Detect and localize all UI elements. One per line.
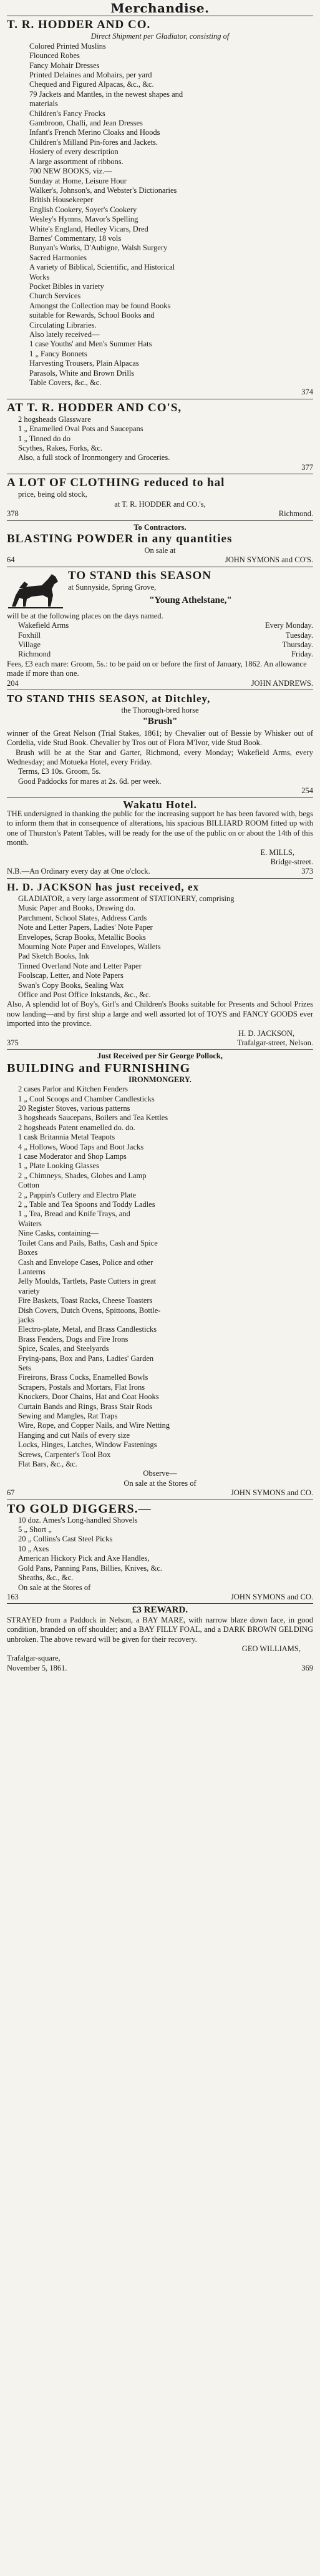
list-item: English Cookery, Soyer's Cookery xyxy=(29,205,137,214)
schedule-row xyxy=(7,621,313,630)
list-item: 1 case Youths' and Men's Summer Hats xyxy=(29,339,152,349)
list-item: Scrapers, Postals and Mortars, Flat Irons xyxy=(18,1382,145,1392)
list-item: 20 Register Stoves, various patterns xyxy=(18,1104,130,1113)
schedule-place: Wakefield Arms xyxy=(18,621,69,630)
list-item: A variety of Biblical, Scientific, and Historical xyxy=(29,263,175,272)
ad-place: Richmond. xyxy=(278,509,313,519)
ad-number: 377 xyxy=(301,462,313,472)
list-item: Lanterns xyxy=(18,1267,46,1276)
list-item: Church Services xyxy=(29,291,81,301)
ad-sign: H. D. JACKSON, xyxy=(238,1028,294,1038)
ad-young-athelstane xyxy=(7,567,313,690)
list-item: Fancy Mohair Dresses xyxy=(29,61,100,70)
list-item: jacks xyxy=(18,1315,34,1324)
list-item: Flat Bars, &c., &c. xyxy=(18,1460,77,1469)
list-item: Spice, Scales, and Steelyards xyxy=(18,1344,109,1354)
ad-gold-diggers xyxy=(7,1500,313,1604)
ad-sign: E. MILLS, xyxy=(260,847,294,857)
ad-observe: Observe— xyxy=(143,1469,177,1478)
ad-clothing xyxy=(7,474,313,520)
list-item: Printed Delaines and Mohairs, per yard xyxy=(29,71,152,80)
list-item: 1 „ Fancy Bonnets xyxy=(29,349,87,358)
ad-owner: JOHN ANDREWS. xyxy=(251,678,313,688)
list-item: Gold Pans, Panning Pans, Billies, Knives, &c. xyxy=(18,1563,162,1573)
ad-body: STRAYED from a Paddock in Nelson, a BAY MARE, with narrow blaze down face, in good condition, branded on off shoulder; and a BAY FILLY FOAL, and a DARK BROWN GELDING unbroken. The above reward will be given for their recovery. xyxy=(7,1615,313,1644)
list-item: 2 hogsheads Patent enamelled do. do. xyxy=(18,1123,135,1132)
list-item: Knockers, Door Chains, Hat and Coat Hooks xyxy=(18,1392,159,1402)
ad-hodder-shipment xyxy=(7,16,313,398)
ad-heading: To Contractors. xyxy=(133,522,187,532)
list-item: Screws, Carpenter's Tool Box xyxy=(18,1450,111,1459)
ad-line: at T. R. HODDER and CO.'s, xyxy=(114,499,206,509)
ad-line: the Thorough-bred horse xyxy=(121,705,199,715)
ad-number: 204 xyxy=(7,678,19,688)
list-item: Note and Letter Papers, Ladies' Note Paper xyxy=(18,923,153,932)
list-item: 2 hogsheads Glassware xyxy=(18,414,91,424)
list-item: Table Covers, &c., &c. xyxy=(29,378,102,388)
list-item: Sewing and Mangles, Rat Traps xyxy=(18,1412,118,1420)
list-item: Cash and Envelope Cases, Police and other xyxy=(18,1257,153,1267)
list-item: Swan's Copy Books, Sealing Wax xyxy=(18,980,124,990)
ad-title: TO STAND this SEASON xyxy=(68,568,211,582)
list-item: Amongst the Collection may be found Books xyxy=(29,301,171,310)
list-item: Parchment, School Slates, Address Cards xyxy=(18,913,147,922)
list-item: 1 „ Tinned do do xyxy=(18,434,71,443)
list-item: Hosiery of every description xyxy=(29,147,119,157)
horse-name: "Brush" xyxy=(142,716,178,727)
ad-number: 369 xyxy=(301,1663,313,1672)
list-item: Music Paper and Books, Drawing do. xyxy=(18,904,135,913)
list-item: Children's Fancy Frocks xyxy=(29,109,105,118)
ad-number: 373 xyxy=(301,867,313,876)
ad-item-list xyxy=(7,1085,313,1469)
ad-subtitle: IRONMONGERY. xyxy=(128,1075,192,1084)
schedule-place: Village xyxy=(18,640,41,649)
ad-body: winner of the Great Nelson (Trial Stakes, 1861; by Chevalier out of Bessie by Whisker out of Cordelia, vide Stud Book. Chevalier by Tros out of Flora M'Ivor, vide Stud Book. xyxy=(7,728,313,748)
ad-seller: JOHN SYMONS and CO. xyxy=(231,1592,313,1601)
list-item: 5 „ Short „ xyxy=(18,1525,52,1534)
list-item: Sacred Harmonies xyxy=(29,253,87,262)
list-item: Pocket Bibles in variety xyxy=(29,281,104,291)
list-item: 2 „ Table and Tea Spoons and Toddy Ladles xyxy=(18,1200,155,1209)
horse-woodcut-icon xyxy=(7,570,64,612)
schedule-row xyxy=(7,631,313,640)
ad-line: will be at the following places on the days named. xyxy=(7,611,163,620)
ad-item-list xyxy=(7,1516,313,1593)
schedule-list xyxy=(7,621,313,660)
list-item: Chequed and Figured Alpacas, &c., &c. xyxy=(29,80,154,89)
list-item: Hanging and cut Nails of every size xyxy=(18,1430,130,1440)
list-item: Pad Sketch Books, Ink xyxy=(18,952,89,961)
list-item: 1 „ Tea, Bread and Knife Trays, and xyxy=(18,1209,130,1219)
ad-pre: Just Received per Sir George Pollock, xyxy=(97,1051,223,1061)
ad-line: price, being old stock, xyxy=(18,490,87,499)
list-item: 10 „ Axes xyxy=(18,1544,49,1553)
ad-fees: Fees, £3 each mare: Groom, 5s.: to be paid on or before the first of January, 1862. An allowance made if more than one. xyxy=(7,659,307,678)
ad-street: Bridge-street. xyxy=(270,857,313,867)
list-item: Flounced Robes xyxy=(29,51,80,61)
list-item: Boxes xyxy=(18,1248,38,1257)
ad-title: T. R. HODDER AND CO. xyxy=(7,18,151,32)
horse-name: "Young Athelstane," xyxy=(149,595,232,606)
section-masthead: Merchandise. xyxy=(110,1,210,16)
list-item: 1 „ Cool Scoops and Chamber Candlesticks xyxy=(18,1094,155,1103)
ad-number: 254 xyxy=(301,786,313,796)
list-item: Mourning Note Paper and Envelopes, Wallets xyxy=(18,942,161,951)
list-item: Wire, Rope, and Copper Nails, and Wire Netting xyxy=(18,1421,170,1430)
list-item: Brass Fenders, Dogs and Fire Irons xyxy=(18,1334,128,1344)
ad-body: GLADIATOR, a very large assortment of STATIONERY, comprising xyxy=(18,894,235,903)
list-item: 1 „ Plate Looking Glasses xyxy=(18,1161,99,1171)
list-item: Sheaths, &c., &c. xyxy=(18,1573,74,1583)
ad-jackson-stationery xyxy=(7,878,313,1050)
schedule-row xyxy=(7,650,313,659)
list-item: On sale at the Stores of xyxy=(18,1583,91,1592)
list-item: Fireirons, Brass Cocks, Enamelled Bowls xyxy=(18,1373,148,1382)
ad-title: TO GOLD DIGGERS.— xyxy=(7,1501,152,1516)
ad-title: TO STAND THIS SEASON, at Ditchley, xyxy=(7,692,211,705)
list-item: Sunday at Home, Leisure Hour xyxy=(29,176,127,185)
list-item: British Housekeeper xyxy=(29,195,94,205)
schedule-row xyxy=(7,640,313,650)
ad-terms: Terms, £3 10s. Groom, 5s. xyxy=(18,767,101,776)
ad-title: AT T. R. HODDER AND CO'S, xyxy=(7,401,182,414)
ad-seller: JOHN SYMONS and CO. xyxy=(231,1488,313,1498)
ad-street: Trafalgar-street, Nelson. xyxy=(237,1038,313,1047)
list-item: American Hickory Pick and Axe Handles, xyxy=(18,1554,150,1563)
list-item: Sets xyxy=(18,1363,31,1372)
list-item: Works xyxy=(29,272,50,281)
ad-reward xyxy=(7,1603,313,1674)
list-item: Dish Covers, Dutch Ovens, Spittoons, Bottle- xyxy=(18,1305,161,1315)
list-item: Cotton xyxy=(18,1181,40,1190)
ad-place: Trafalgar-square, xyxy=(7,1654,61,1663)
list-item: Children's Milland Pin-fores and Jackets. xyxy=(29,137,158,147)
list-item: Office and Post Office Inkstands, &c., &c. xyxy=(18,990,151,999)
ad-title: H. D. JACKSON has just received, ex xyxy=(7,881,200,893)
ad-item-list xyxy=(7,42,313,388)
ad-line: On sale at xyxy=(144,545,176,555)
ad-heading: Wakatu Hotel. xyxy=(123,798,197,811)
list-item: Jelly Moulds, Tartlets, Paste Cutters in great xyxy=(18,1277,157,1286)
ad-title: A LOT OF CLOTHING reduced to hal xyxy=(7,476,225,490)
ad-date: November 5, 1861. xyxy=(7,1663,67,1672)
ad-ditchley-brush xyxy=(7,690,313,798)
ad-hodder-stock xyxy=(7,399,313,474)
list-item: Also lately received— xyxy=(29,330,100,339)
list-item: materials xyxy=(29,99,58,109)
list-item: Walker's, Johnson's, and Webster's Dictionaries xyxy=(29,185,177,195)
ad-wakatu-hotel xyxy=(7,798,313,878)
list-item: 2 „ Chimneys, Shades, Globes and Lamp xyxy=(18,1171,147,1180)
list-item: Parasols, White and Brown Drills xyxy=(29,368,135,378)
list-item: variety xyxy=(18,1286,40,1295)
list-item: White's England, Hedley Vicars, Dred xyxy=(29,224,148,233)
schedule-place: Foxhill xyxy=(18,630,41,640)
ad-item-list xyxy=(7,904,313,1000)
list-item: 1 case Moderator and Shop Lamps xyxy=(18,1152,127,1161)
list-item: Barnes' Commentary, 18 vols xyxy=(29,233,122,243)
ad-title: BLASTING POWDER in any quantities xyxy=(7,532,233,545)
schedule-day: Tuesday. xyxy=(285,630,313,640)
ad-body: THE undersigned in thanking the public for the increasing support he has been favored with, begs to inform them that in consequence of alterations, his spacious BILLIARD ROOM fitted up with one of Thurston's Patent Tables, will be ready for the use of the public on or about the 14th of this month. xyxy=(7,809,313,847)
list-item: Scythes, Rakes, Forks, &c. xyxy=(18,444,103,453)
ad-seller: JOHN SYMONS and CO'S. xyxy=(225,555,313,565)
ad-contractors xyxy=(7,520,313,567)
list-item: Curtain Bands and Rings, Brass Stair Rods xyxy=(18,1402,152,1411)
list-item: 1 „ Enamelled Oval Pots and Saucepans xyxy=(18,424,143,434)
ad-number: 374 xyxy=(301,388,313,397)
list-item: Locks, Hinges, Latches, Window Fastenings xyxy=(18,1440,157,1450)
ad-sign: GEO WILLIAMS, xyxy=(241,1644,301,1653)
schedule-day: Every Monday. xyxy=(265,621,313,630)
list-item: A large assortment of ribbons. xyxy=(29,157,124,166)
list-item: 20 „ Collins's Cast Steel Picks xyxy=(18,1534,113,1544)
ad-number: 163 xyxy=(7,1592,19,1601)
ad-number: 67 xyxy=(7,1488,15,1498)
ad-body: Also, A splendid lot of Boy's, Girl's and Children's Books suitable for Presents and School Prizes now landing—and by first ship a large and well assorted lot of TOYS and FANCY GOODS ever imported into the province. xyxy=(7,1000,313,1028)
list-item: Foolscap, Letter, and Note Papers xyxy=(18,971,124,980)
ad-line: On sale at the Stores of xyxy=(124,1478,196,1488)
list-item: 2 cases Parlor and Kitchen Fenders xyxy=(18,1085,128,1094)
ad-number: 375 xyxy=(7,1038,19,1047)
list-item: Bunyan's Works, D'Aubigne, Walsh Surgery xyxy=(29,243,168,253)
ad-building-ironmongery xyxy=(7,1049,313,1499)
schedule-place: Richmond xyxy=(18,650,51,659)
list-item: 2 „ Pappin's Cutlery and Electro Plate xyxy=(18,1190,137,1199)
list-item: suitable for Rewards, School Books and xyxy=(29,311,155,320)
list-item: Also, a full stock of Ironmongery and Groceries. xyxy=(18,453,170,462)
list-item: Tinned Overland Note and Letter Paper xyxy=(18,961,142,970)
list-item: 700 NEW BOOKS, viz.— xyxy=(29,167,112,176)
schedule-day: Friday. xyxy=(291,650,313,659)
list-item: Frying-pans, Box and Pans, Ladies' Garden xyxy=(18,1354,154,1363)
list-item: 10 doz. Ames's Long-handled Shovels xyxy=(18,1515,138,1525)
ad-subtitle: Direct Shipment per Gladiator, consisting of xyxy=(90,32,230,41)
list-item: Electro-plate, Metal, and Brass Candlesticks xyxy=(18,1325,157,1334)
list-item: Wesley's Hymns, Mavor's Spelling xyxy=(29,215,138,224)
list-item: 1 cask Britannia Metal Teapots xyxy=(18,1133,115,1142)
ad-number: 378 xyxy=(7,509,19,519)
schedule-day: Thursday. xyxy=(282,640,313,649)
list-item: Toilet Cans and Pails, Baths, Cash and Spice xyxy=(18,1238,158,1247)
ad-line: at Sunnyside, Spring Grove, xyxy=(68,582,157,592)
ad-note: N.B.—An Ordinary every day at One o'clock. xyxy=(7,867,150,876)
list-item: Nine Casks, containing— xyxy=(18,1229,99,1238)
list-item: Gambroon, Challi, and Jean Dresses xyxy=(29,119,143,128)
ad-body: Brush will be at the Star and Garter, Richmond, every Monday; Wakefield Arms, every Wednesday; and Motueka Hotel, every Friday. xyxy=(7,748,313,766)
list-item: 4 „ Hollows, Wood Taps and Boot Jacks xyxy=(18,1142,144,1151)
ad-line: Good Paddocks for mares at 2s. 6d. per week. xyxy=(18,776,162,786)
list-item: Circulating Libraries. xyxy=(29,320,97,329)
list-item: Infant's French Merino Cloaks and Hoods xyxy=(29,128,160,137)
list-item: Harvesting Trousers, Plain Alpacas xyxy=(29,359,139,368)
list-item: 79 Jackets and Mantles, in the newest shapes and xyxy=(29,89,183,99)
ad-heading: £3 REWARD. xyxy=(132,1605,188,1616)
list-item: Envelopes, Scrap Books, Metallic Books xyxy=(18,932,146,942)
list-item: 3 hogsheads Saucepans, Boilers and Tea Kettles xyxy=(18,1113,168,1123)
list-item: Waiters xyxy=(18,1219,42,1228)
list-item: Fire Baskets, Toast Racks, Cheese Toasters xyxy=(18,1296,153,1305)
ad-number: 64 xyxy=(7,555,15,565)
list-item: Colored Printed Muslins xyxy=(29,41,106,51)
ad-item-list xyxy=(7,415,313,463)
ad-title: BUILDING and FURNISHING xyxy=(7,1061,191,1075)
